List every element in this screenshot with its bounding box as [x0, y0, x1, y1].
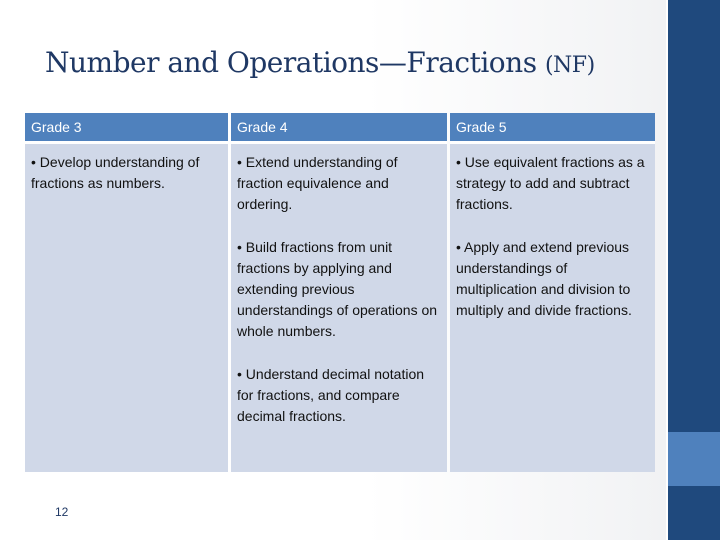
standard-item: • Develop understanding of fractions as numbers. [31, 154, 200, 191]
header-grade-4: Grade 4 [231, 113, 447, 144]
cell-grade-3 [25, 144, 228, 472]
standard-item: • Build fractions from unit fractions by applying and extending previous understandings of operations on whole numbers. [237, 239, 438, 339]
header-grade-5: Grade 5 [450, 113, 655, 144]
slide-title [45, 46, 655, 79]
standard-item: • Apply and extend previous understandings of multiplication and division to multiply and divide fractions. [456, 239, 632, 318]
standard-item: • Extend understanding of fraction equivalence and ordering. [237, 154, 398, 212]
header-grade-3: Grade 3 [25, 113, 228, 144]
page-number: 12 [55, 505, 69, 519]
cell-grade-5 [450, 144, 655, 472]
standard-item: • Understand decimal notation for fractions, and compare decimal fractions. [237, 366, 425, 424]
table-row [25, 144, 655, 472]
cell-grade-4 [231, 144, 447, 472]
standard-item: • Use equivalent fractions as a strategy to add and subtract fractions. [456, 154, 645, 212]
sidebar-accent-block [668, 432, 720, 486]
table-header-row [25, 113, 655, 144]
slide-title-main: Number and Operations—Fractions [45, 46, 537, 79]
slide-title-suffix: (NF) [544, 53, 595, 78]
grades-table [22, 113, 658, 472]
